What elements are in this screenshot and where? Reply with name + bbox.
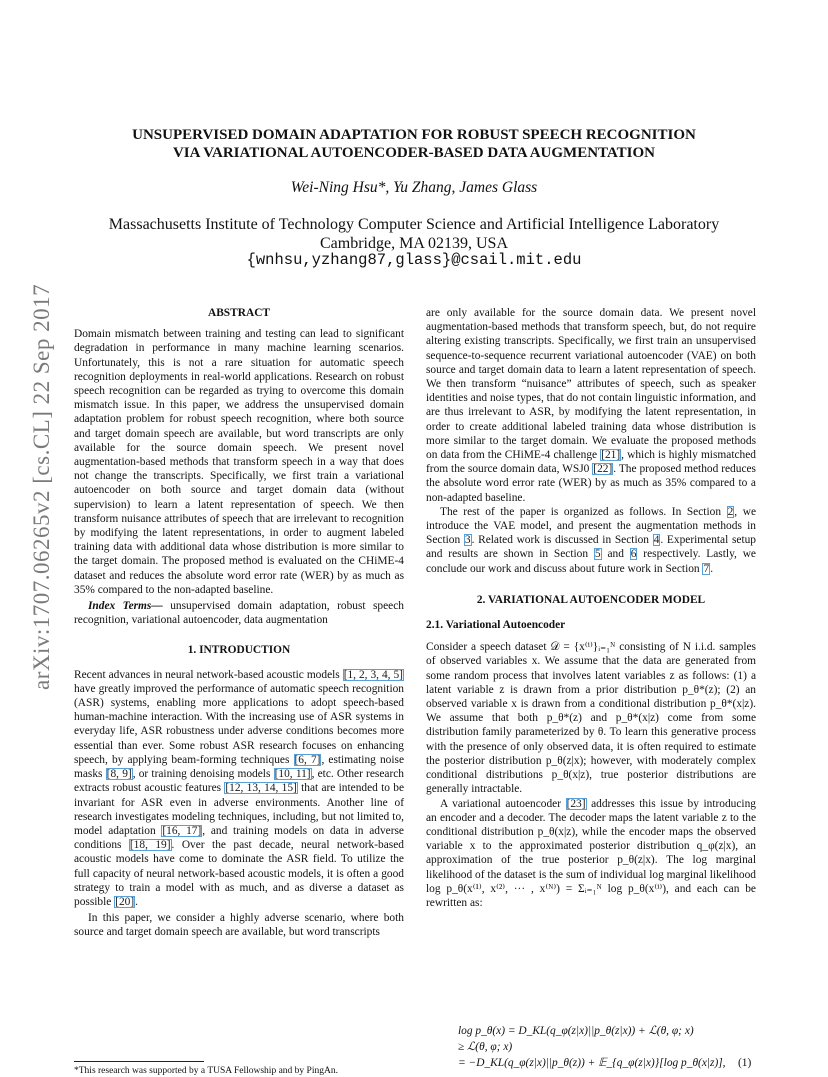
- paper-outline-paragraph: [426, 505, 756, 576]
- introduction-paragraph-1: [74, 668, 404, 909]
- outline-text-segment: and: [601, 548, 630, 561]
- intro-text-segment: , estimating noise masks: [74, 753, 404, 781]
- equation-line-2: ≥ ℒ(θ, φ; x): [458, 1041, 513, 1053]
- intro-text-segment: .: [135, 895, 139, 908]
- author-emails: {wnhsu,yzhang87,glass}@csail.mit.edu: [246, 251, 582, 269]
- vae-paragraph-2: [426, 797, 756, 911]
- intro-continued-paragraph: [426, 306, 756, 505]
- intro-text-segment: , which is highly mismatched from the source domain data, WSJ0: [426, 449, 756, 476]
- citation-link[interactable]: [23]: [566, 797, 586, 810]
- intro-text-segment: . The proposed method reduces the absolute word error rate (WER) by as much as 35% compared to a non-adapted baseline.: [426, 463, 756, 504]
- intro-text-segment: , and training models on data in adverse conditions: [74, 824, 404, 852]
- affiliation: [74, 215, 754, 253]
- equation-line-1: log p_θ(x) = D_KL(q_φ(z|x)||p_θ(z|x)) + ℒ(θ, φ; x): [458, 1025, 694, 1037]
- section-link[interactable]: 3: [464, 534, 471, 547]
- outline-text-segment: .: [710, 562, 714, 575]
- equation-number: (1): [738, 1057, 752, 1069]
- left-column: [74, 306, 404, 940]
- outline-text-segment: The rest of the paper is organized as follows. In Section: [440, 505, 727, 518]
- introduction-heading: 1. INTRODUCTION: [187, 644, 291, 657]
- index-terms-text: unsupervised domain adaptation, robust speech recognition, variational autoencoder, data augmentation: [74, 600, 404, 627]
- affiliation-line-2: Cambridge, MA 02139, USA: [320, 235, 508, 252]
- right-column: [426, 306, 756, 910]
- vae-text-segment: addresses this issue by introducing an encoder and a decoder. The decoder maps the latent variable z to the conditional distribution p_θ(x|z), while the encoder maps the observed variable x to the approximated posterior distribution q_φ(z|x), an approximation of the true posterior p_θ(z|x). The log marginal likelihood of the dataset is the sum of individual log marginal likelihood log p_θ(x⁽¹⁾, x⁽²⁾, ··· , x⁽ᴺ⁾) = Σᵢ₌₁ᴺ log p_θ(x⁽ⁱ⁾), and each can be rewritten as:: [426, 797, 756, 909]
- index-terms: [74, 599, 404, 627]
- citation-link[interactable]: [1, 2, 3, 4, 5]: [343, 668, 403, 681]
- section-link[interactable]: 5: [594, 548, 601, 561]
- abstract-body: Domain mismatch between training and testing can lead to significant degradation in performance in many machine learning scenarios. Unfortunately, this is not a rare situation for automatic speech recognition deployments in real-world applications. Research on robust speech recognition can be regarded as trying to overcome this domain mismatch issue. In this paper, we address the unsupervised domain adaptation problem for robust speech recognition, where both source and target domain speech are available, but word transcripts are only available for the source domain speech. We present novel augmentation-based methods that transform speech in a way that does not change the transcripts. Specifically, we first train a variational autoencoder on both source and target domain data (without supervision) to learn a latent representation of speech. We then transform nuisance attributes of speech that are irrelevant to recognition by modifying the latent representations, in order to augment labeled training data with additional data whose distribution is more similar to the target domain. The proposed method is evaluated on the CHiME-4 dataset and reduces the absolute word error rate (WER) by as much as 35% compared to the non-adapted baseline.: [74, 328, 404, 596]
- intro-text-segment: , or training denoising models: [132, 768, 274, 781]
- citation-link[interactable]: [20]: [115, 895, 135, 908]
- intro-text-segment: are only available for the source domain data. We present novel augmentation-based methods that transform speech, but, do not require altering existing transcripts. Specifically, we first train an unsupervised sequence-to-sequence recurrent variational autoencoder (VAE) on both source and target domain data to learn a latent representation of speech. We then transform “nuisance” attributes of speech, such as speaker identities and noise types, that do not contain linguistic information, and are thus irrelevant to ASR, by modifying the latent representation, in order to create additional labeled training data whose distribution is more similar to the target domain. We evaluate the proposed methods on data from the CHiME-4 challenge: [426, 307, 756, 462]
- paper-title-line-2: VIA VARIATIONAL AUTOENCODER-BASED DATA AUGMENTATION: [172, 145, 656, 161]
- index-terms-label: Index Terms—: [88, 600, 163, 613]
- paper-title-line-1: UNSUPERVISED DOMAIN ADAPTATION FOR ROBUST SPEECH RECOGNITION: [132, 127, 696, 143]
- section-link[interactable]: 4: [653, 534, 660, 547]
- section-link[interactable]: 7: [703, 562, 710, 575]
- section-link[interactable]: 2: [727, 505, 734, 518]
- abstract-heading: ABSTRACT: [207, 307, 271, 319]
- intro-text-segment: , etc. Other research extracts robust acoustic features: [74, 768, 404, 795]
- citation-link[interactable]: [10, 11]: [274, 768, 311, 781]
- author-list: Wei-Ning Hsu*, Yu Zhang, James Glass: [290, 179, 538, 196]
- arxiv-identifier-stamp: [22, 283, 62, 690]
- vae-subsection-heading: 2.1. Variational Autoencoder: [426, 619, 566, 632]
- footnote: *This research was supported by a TUSA Fellowship and by PingAn.: [74, 1066, 338, 1076]
- intro-text-segment: have greatly improved the performance of automatic speech recognition (ASR) systems, enabling more applications to adopt speech-based human-machine interaction. With the increasing use of ASR systems in everyday life, ASR robustness under adverse conditions becomes more essential than ever. Some robust ASR research focuses on enhancing speech, by applying beam-forming techniques: [74, 682, 404, 766]
- citation-link[interactable]: [12, 13, 14, 15]: [225, 782, 297, 795]
- citation-link[interactable]: [22]: [593, 463, 613, 476]
- equation-line-3: = −D_KL(q_φ(z|x)||p_θ(z)) + 𝔼_{q_φ(z|x)}[log p_θ(x|z)],: [458, 1057, 726, 1069]
- outline-text-segment: . Related work is discussed in Section: [471, 534, 653, 547]
- citation-link[interactable]: [18, 19]: [129, 839, 171, 852]
- outline-text-segment: . Experimental setup and results are shown in Section: [426, 534, 757, 561]
- citation-link[interactable]: [21]: [601, 449, 621, 462]
- vae-section-heading: 2. VARIATIONAL AUTOENCODER MODEL: [476, 593, 706, 606]
- introduction-paragraph-2: In this paper, we consider a highly adverse scenario, where both source and target domain speech are available, but word transcripts: [74, 912, 404, 939]
- intro-text-segment: that are intended to be invariant for ASR even in adverse environments. Another line of research investigates modeling techniques, including, but not limited to, model adaptation: [74, 782, 404, 837]
- intro-text-segment: Recent advances in neural network-based acoustic models: [74, 668, 343, 681]
- footnote-divider: [74, 1061, 204, 1062]
- outline-text-segment: , we introduce the VAE model, and present the augmentation methods in Section: [426, 505, 756, 547]
- vae-text-segment: A variational autoencoder: [440, 797, 566, 810]
- outline-text-segment: respectively. Lastly, we conclude our work and discuss about future work in Section: [426, 548, 756, 575]
- section-link[interactable]: 6: [630, 548, 637, 561]
- arxiv-identifier-text: arXiv:1707.06265v2 [cs.CL] 22 Sep 2017: [29, 283, 54, 690]
- intro-text-segment: . Over the past decade, neural network-based acoustic models have come to dominate the ASR field. To utilize the full capacity of neural network-based acoustic models, it is often a good strategy to train a model with as much, and as diverse a dataset as possible: [74, 839, 404, 908]
- vae-paragraph-1: Consider a speech dataset 𝒟 = {x⁽ⁱ⁾}ᵢ₌₁ᴺ consisting of N i.i.d. samples of observed variables x. We assume that the data are generated from some random process that involves latent variables z as follows: (1) a latent variable z is drawn from a prior distribution p_θ*(z); (2) an observed variable x is drawn from a conditional distribution p_θ*(x|z). We assume that both p_θ*(z) and p_θ*(x|z) come from some distribution family parameterized by θ. To learn this generative process with the presence of only observed data, it is often required to estimate the posterior distribution p_θ(z|x); however, with moderately complex conditional distributions p_θ(x|z), true posterior distributions are generally intractable.: [426, 641, 756, 796]
- citation-link[interactable]: [6, 7]: [294, 753, 321, 766]
- paper-title: [74, 126, 754, 162]
- citation-link[interactable]: [16, 17]: [162, 824, 202, 837]
- citation-link[interactable]: [8, 9]: [106, 768, 132, 781]
- affiliation-line-1: Massachusetts Institute of Technology Computer Science and Artificial Intelligence Laboratory: [108, 216, 720, 233]
